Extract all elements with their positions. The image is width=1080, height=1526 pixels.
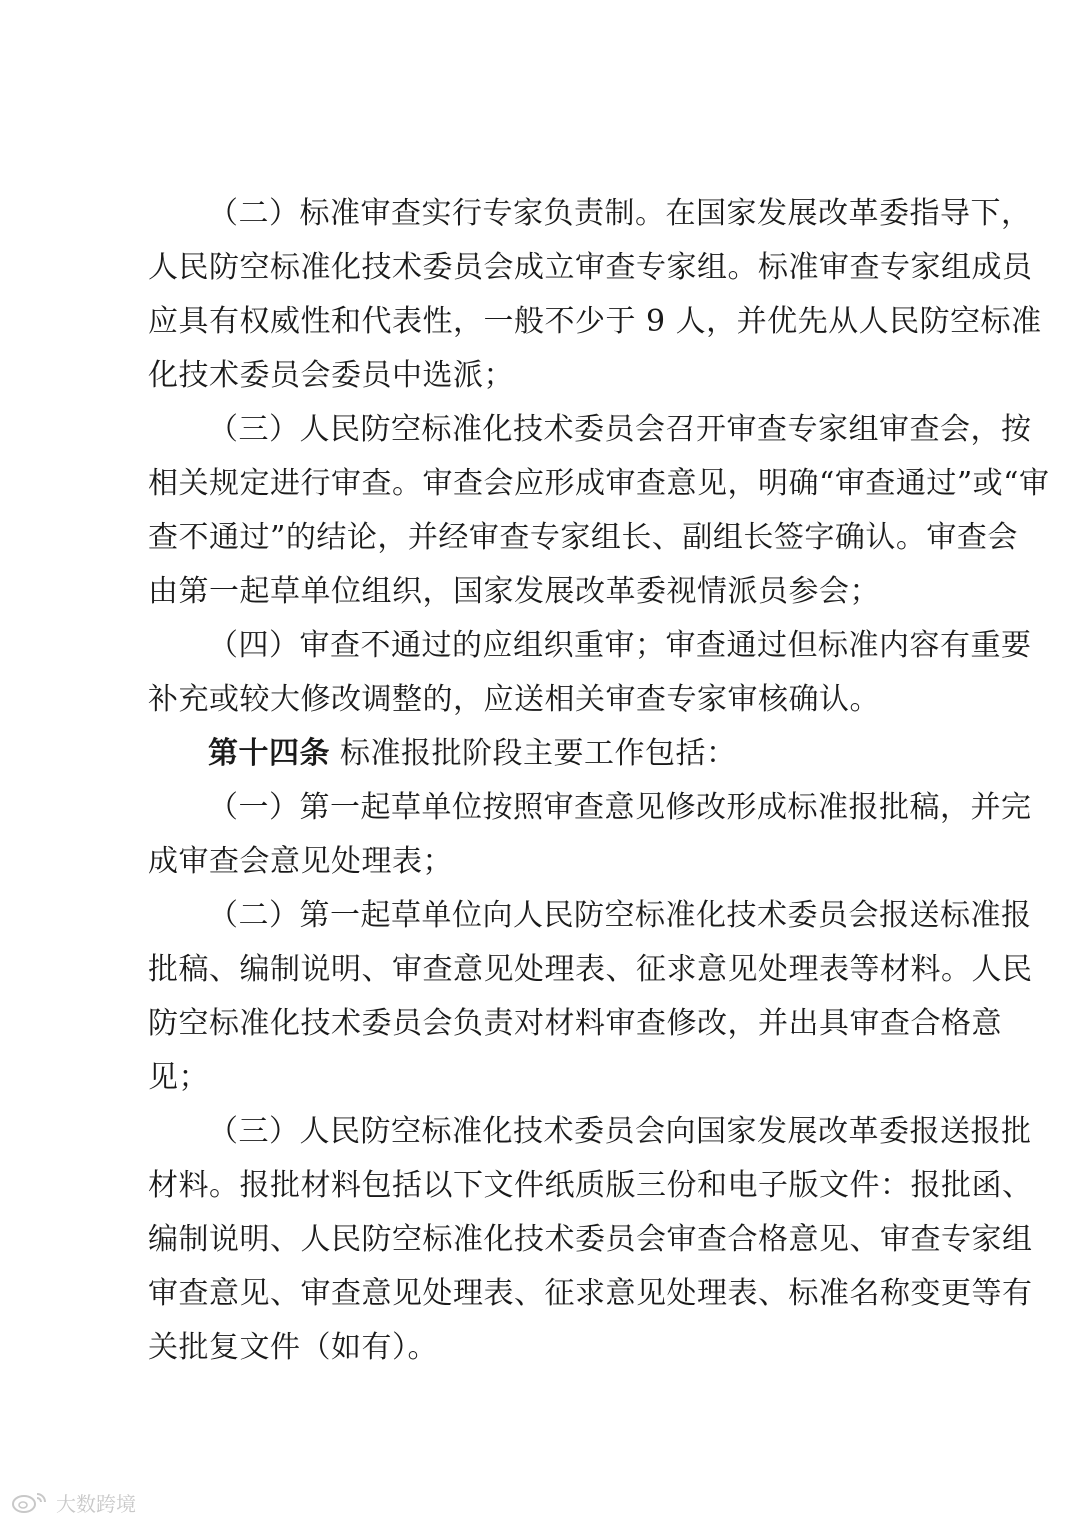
weibo-logo-icon (10, 1490, 50, 1514)
paragraph-line: （二）第一起草单位向人民防空标准化技术委员会报送标准报 (208, 898, 1032, 933)
paragraph-line: （二）标准审查实行专家负责制。在国家发展改革委指导下， (208, 196, 1032, 231)
paragraph-line: （四）审查不通过的应组织重审；审查通过但标准内容有重要 (208, 628, 1032, 663)
paragraph-line: 应具有权威性和代表性，一般不少于 9 人，并优先从人民防空标准 (148, 304, 1042, 339)
paragraph-line: 材料。报批材料包括以下文件纸质版三份和电子版文件：报批函、 (148, 1168, 1033, 1203)
article-text: 标准报批阶段主要工作包括： (340, 736, 737, 771)
paragraph-line: 见； (148, 1060, 209, 1095)
watermark (10, 1488, 136, 1516)
paragraph-line: 查不通过”的结论，并经审查专家组长、副组长签字确认。审查会 (148, 520, 1018, 555)
paragraph-line: 化技术委员会委员中选派； (148, 358, 514, 393)
paragraph-line: 审查意见、审查意见处理表、征求意见处理表、标准名称变更等有 (148, 1276, 1033, 1311)
paragraph-line: 成审查会意见处理表； (148, 844, 453, 879)
paragraph-line: 人民防空标准化技术委员会成立审查专家组。标准审查专家组成员 (148, 250, 1033, 285)
paragraph-line: （一）第一起草单位按照审查意见修改形成标准报批稿，并完 (208, 790, 1032, 825)
paragraph-line: 补充或较大修改调整的，应送相关审查专家审核确认。 (148, 682, 880, 717)
paragraph-line: 防空标准化技术委员会负责对材料审查修改，并出具审查合格意 (148, 1006, 1002, 1041)
watermark-text: 大数跨境 (56, 1491, 136, 1516)
paragraph-line: 批稿、编制说明、审查意见处理表、征求意见处理表等材料。人民 (148, 952, 1033, 987)
article-title: 第十四条 (208, 736, 330, 771)
paragraph-line: 关批复文件（如有）。 (148, 1330, 438, 1365)
paragraph-line: 相关规定进行审查。审查会应形成审查意见，明确“审查通过”或“审 (148, 466, 1050, 501)
paragraph-line: 编制说明、人民防空标准化技术委员会审查合格意见、审查专家组 (148, 1222, 1033, 1257)
paragraph-line: （三）人民防空标准化技术委员会召开审查专家组审查会，按 (208, 412, 1032, 447)
paragraph-line: 由第一起草单位组织，国家发展改革委视情派员参会； (148, 574, 880, 609)
paragraph-line: （三）人民防空标准化技术委员会向国家发展改革委报送报批 (208, 1114, 1032, 1149)
article-heading (208, 727, 938, 781)
